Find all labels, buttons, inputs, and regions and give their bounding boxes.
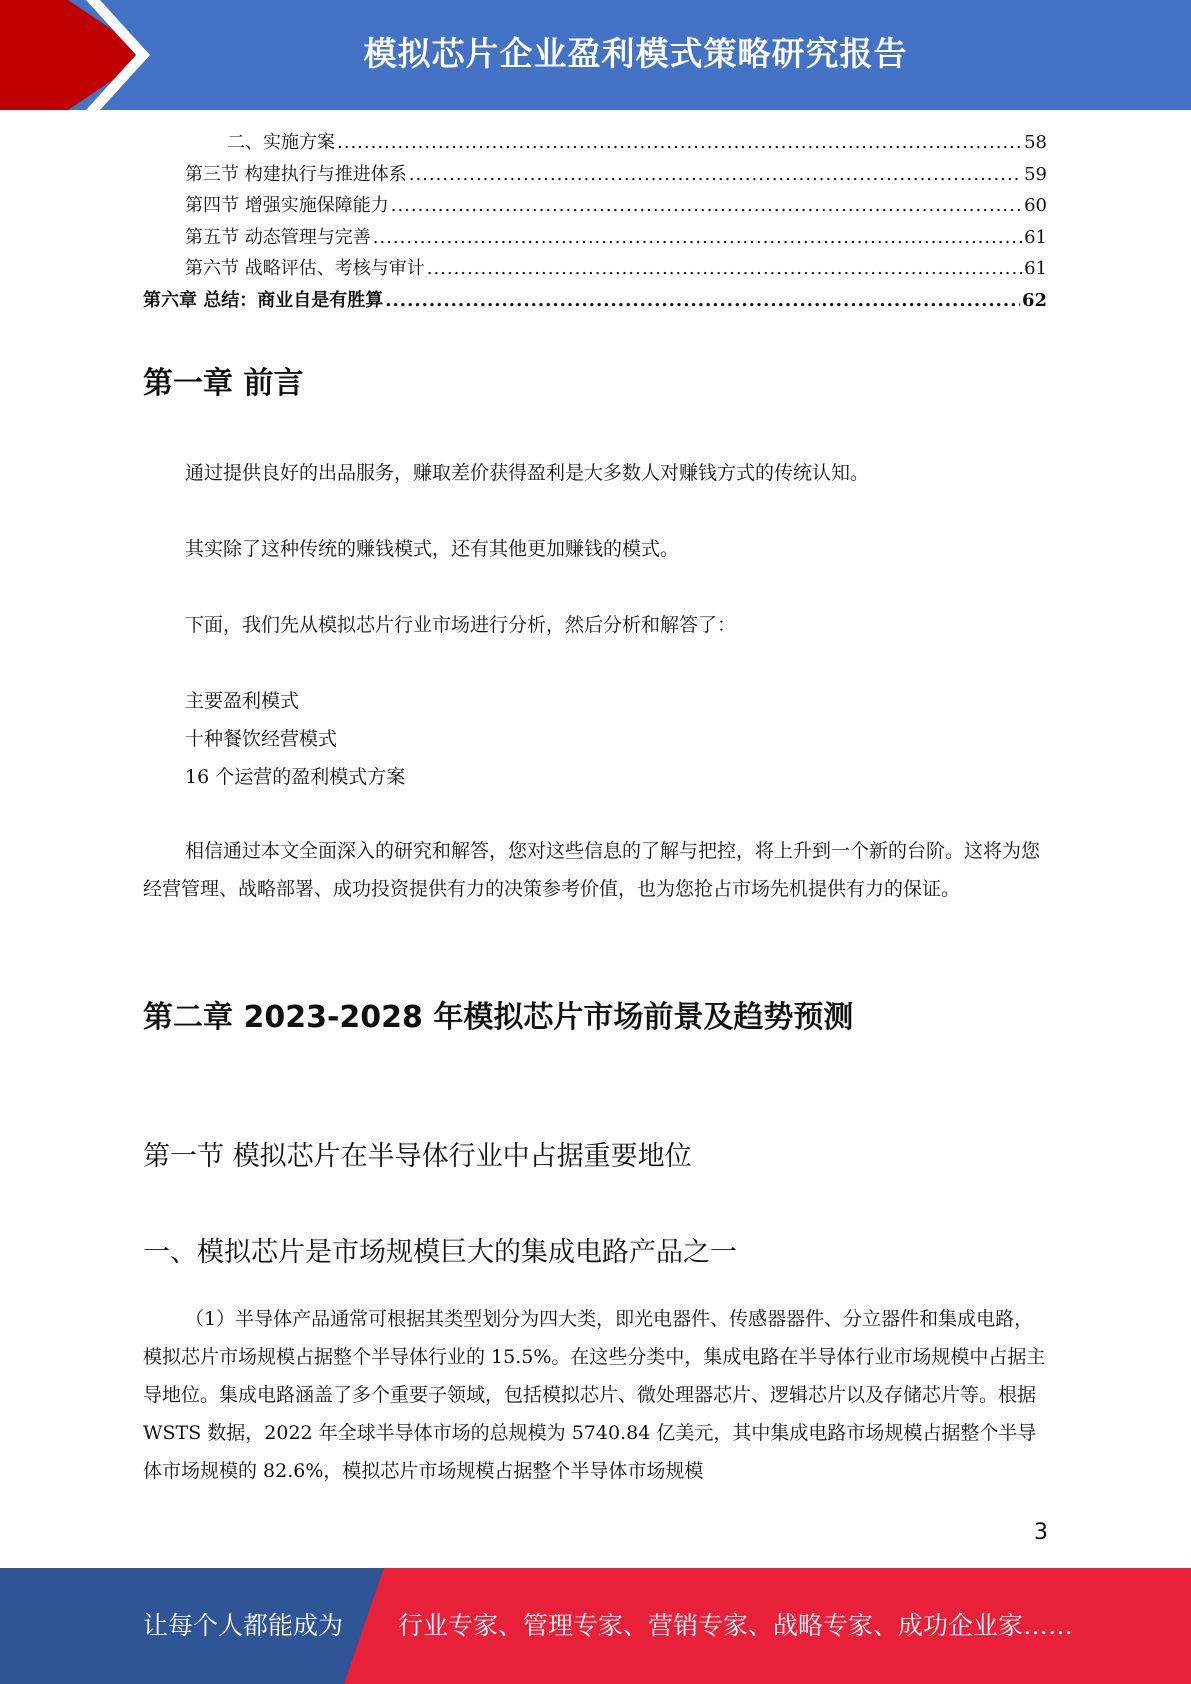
- toc-entry-page: 62: [1021, 289, 1047, 311]
- toc-entry-page: 61: [1024, 258, 1047, 280]
- table-of-contents: [143, 128, 1047, 318]
- paragraph: 相信通过本文全面深入的研究和解答，您对这些信息的了解与把控，将上升到一个新的台阶。这将为您经营管理、战略部署、成功投资提供有力的决策参考价值，也为您抢占市场先机提供有力的保证。: [143, 840, 1041, 900]
- toc-entry[interactable]: [143, 160, 1047, 192]
- page-footer: [0, 1568, 1191, 1684]
- toc-entry-page: 60: [1024, 195, 1047, 217]
- list-item: 十种餐饮经营模式: [185, 728, 338, 750]
- paragraph: （1）半导体产品通常可根据其类型划分为四大类，即光电器件、传感器器件、分立器件和集成电路，模拟芯片市场规模占据整个半导体行业的 15.5%。在这些分类中，集成电路在半导体行业市场规模中占据主导地位。集成电路涵盖了多个重要子领域，包括模拟芯片、微处理器芯片、逻辑芯片以及存储芯片等。根据 WSTS 数据，2022 年全球半导体市场的总规模为 5740.84 亿美元，其中集成电路市场规模占据整个半导体市场规模的 82.6%，模拟芯片市场规模占据整个半导体市场规模: [143, 1308, 1046, 1482]
- list-item: 主要盈利模式: [185, 690, 300, 712]
- subsection-heading: 一、模拟芯片是市场规模巨大的集成电路产品之一: [143, 1237, 737, 1268]
- toc-entry-page: 58: [1024, 132, 1047, 153]
- page-header: [0, 0, 1191, 110]
- paragraph: 下面，我们先从模拟芯片行业市场进行分析，然后分析和解答了：: [185, 614, 737, 636]
- toc-entry-page: 59: [1024, 163, 1047, 185]
- toc-entry-label: 第三节 构建执行与推进体系: [185, 163, 407, 185]
- toc-leader-dots: [385, 290, 1020, 311]
- section-heading: 第一节 模拟芯片在半导体行业中占据重要地位: [143, 1141, 692, 1172]
- toc-entry[interactable]: [143, 254, 1047, 286]
- toc-leader-dots: [373, 227, 1022, 248]
- toc-entry[interactable]: [143, 128, 1047, 160]
- toc-entry-chapter[interactable]: [143, 286, 1047, 318]
- toc-entry[interactable]: [143, 223, 1047, 255]
- list-item: 16 个运营的盈利模式方案: [185, 766, 406, 788]
- toc-leader-dots: [427, 258, 1022, 279]
- paragraph: 其实除了这种传统的赚钱模式，还有其他更加赚钱的模式。: [185, 538, 680, 560]
- toc-entry-page: 61: [1024, 226, 1047, 248]
- chapter-1-heading: 第一章 前言: [143, 366, 304, 401]
- toc-entry-label: 第四节 增强实施保障能力: [185, 195, 389, 217]
- toc-entry-label: 第六章 总结：商业自是有胜算: [143, 289, 384, 311]
- footer-slogan-right: 行业专家、管理专家、营销专家、战略专家、成功企业家……: [398, 1611, 1074, 1640]
- footer-slogan-left: 让每个人都能成为: [143, 1611, 344, 1640]
- toc-entry-label: 二、实施方案: [227, 132, 335, 153]
- page-number: 3: [1034, 1520, 1048, 1545]
- paragraph: 通过提供良好的出品服务，赚取差价获得盈利是大多数人对赚钱方式的传统认知。: [185, 462, 870, 484]
- report-title: 模拟芯片企业盈利模式策略研究报告: [363, 34, 908, 73]
- toc-leader-dots: [391, 195, 1022, 216]
- toc-entry[interactable]: [143, 191, 1047, 223]
- toc-leader-dots: [409, 164, 1022, 185]
- toc-leader-dots: [337, 132, 1022, 153]
- toc-entry-label: 第六节 战略评估、考核与审计: [185, 258, 425, 280]
- chapter-2-heading: 第二章 2023-2028 年模拟芯片市场前景及趋势预测: [143, 1000, 854, 1035]
- toc-entry-label: 第五节 动态管理与完善: [185, 226, 371, 248]
